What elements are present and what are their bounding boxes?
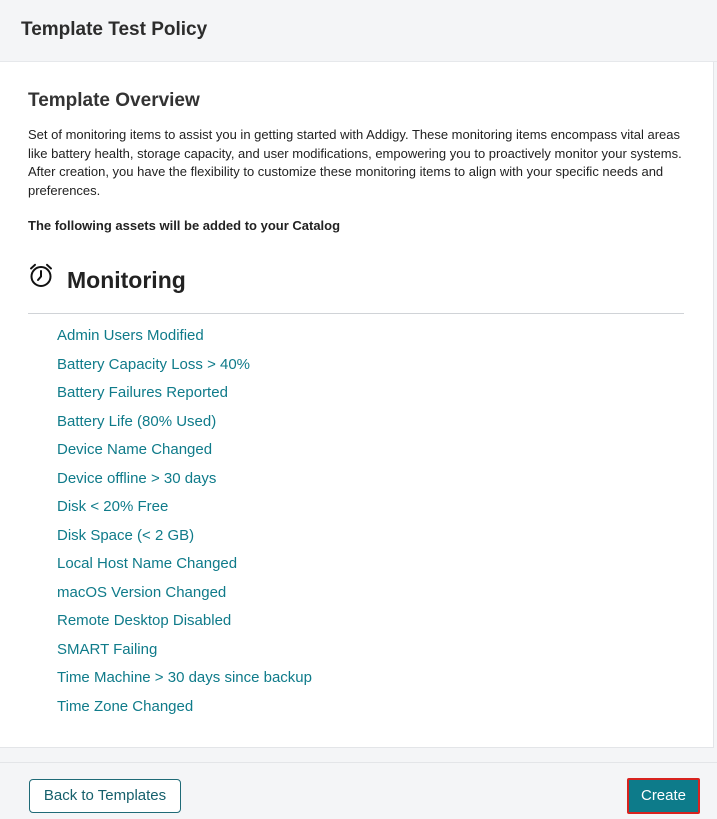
- create-button[interactable]: Create: [627, 778, 700, 814]
- page-footer: [0, 762, 717, 819]
- monitoring-item-link[interactable]: Device offline > 30 days: [57, 469, 217, 487]
- page-title: Template Test Policy: [21, 19, 208, 40]
- section-divider: [28, 313, 684, 314]
- monitoring-item-link[interactable]: Time Zone Changed: [57, 697, 194, 715]
- monitoring-item-link[interactable]: Device Name Changed: [57, 441, 213, 458]
- monitoring-item-link[interactable]: Disk < 20% Free: [57, 498, 169, 515]
- monitoring-item-link[interactable]: Remote Desktop Disabled: [57, 612, 232, 629]
- monitoring-item-link[interactable]: Battery Life (80% Used): [57, 412, 217, 430]
- overview-title: Template Overview: [28, 90, 200, 111]
- monitoring-items-list: [57, 322, 312, 721]
- alarm-clock-icon: [28, 262, 56, 290]
- monitoring-item-link[interactable]: Disk Space (< 2 GB): [57, 526, 195, 544]
- monitoring-item-link[interactable]: Admin Users Modified: [57, 327, 204, 344]
- monitoring-item-link[interactable]: Battery Capacity Loss > 40%: [57, 355, 251, 373]
- page-header: [0, 0, 717, 62]
- section-title-monitoring: Monitoring: [67, 267, 186, 293]
- assets-note: The following assets will be added to your Catalog: [28, 218, 341, 233]
- monitoring-item-link[interactable]: macOS Version Changed: [57, 583, 227, 601]
- monitoring-item-link[interactable]: Local Host Name Changed: [57, 555, 238, 572]
- overview-description: Set of monitoring items to assist you in getting started with Addigy. These monitoring items encompass vital areas like battery health, storage capacity, and user modifications, empowering you to proactively monitor your systems. After creation, you have the flexibility to customize these monitoring items to align with your specific needs and preferences.: [28, 127, 682, 198]
- monitoring-item-link[interactable]: SMART Failing: [57, 640, 158, 658]
- template-content-panel: [0, 62, 714, 748]
- monitoring-item-link[interactable]: Battery Failures Reported: [57, 384, 228, 401]
- back-to-templates-button[interactable]: Back to Templates: [29, 779, 181, 813]
- monitoring-item-link[interactable]: Time Machine > 30 days since backup: [57, 669, 312, 686]
